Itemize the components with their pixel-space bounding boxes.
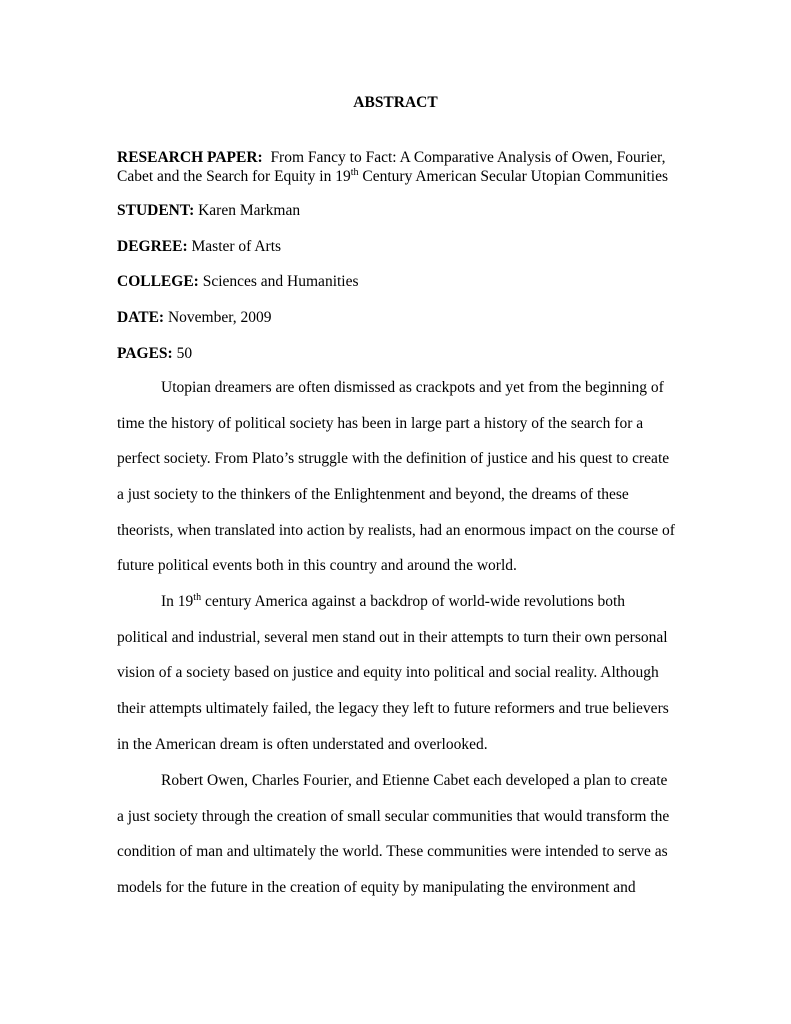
ordinal-suffix: th bbox=[350, 166, 359, 178]
paragraph-line: perfect society. From Plato’s struggle with the definition of justice and his quest to create bbox=[117, 450, 670, 467]
paragraph-line: in the American dream is often understated and overlooked. bbox=[117, 736, 488, 753]
paragraph-line: Utopian dreamers are often dismissed as crackpots and yet from the beginning of bbox=[161, 379, 664, 396]
pages-field bbox=[117, 344, 677, 363]
degree-field bbox=[117, 237, 677, 256]
degree-value: Master of Arts bbox=[191, 238, 282, 255]
paragraph-line: a just society to the thinkers of the Enlightenment and beyond, the dreams of these bbox=[117, 486, 629, 503]
research-paper-label: RESEARCH PAPER: bbox=[117, 149, 263, 166]
college-label: COLLEGE: bbox=[117, 273, 199, 290]
paragraph-line: political and industrial, several men stand out in their attempts to turn their own personal bbox=[117, 629, 668, 646]
student-value: Karen Markman bbox=[198, 202, 301, 219]
paragraph-line: models for the future in the creation of equity by manipulating the environment and bbox=[117, 879, 636, 896]
date-field bbox=[117, 308, 677, 327]
paragraph-line: their attempts ultimately failed, the legacy they left to future reformers and true believers bbox=[117, 700, 669, 717]
paragraph-line: time the history of political society has been in large part a history of the search for a bbox=[117, 415, 644, 432]
research-paper-line-1 bbox=[117, 148, 677, 167]
date-value: November, 2009 bbox=[167, 309, 272, 326]
paragraph-line: vision of a society based on justice and equity into political and social reality. Although bbox=[117, 664, 659, 681]
paragraph-line-part: century America against a backdrop of world-wide revolutions both bbox=[201, 593, 626, 610]
student-field bbox=[117, 201, 677, 220]
research-paper-title-part-3: Century American Secular Utopian Communities bbox=[358, 168, 669, 185]
degree-label: DEGREE: bbox=[117, 238, 188, 255]
page-title: ABSTRACT bbox=[353, 94, 438, 111]
college-value: Sciences and Humanities bbox=[202, 273, 359, 290]
paragraph-line: Robert Owen, Charles Fourier, and Etienne Cabet each developed a plan to create bbox=[161, 772, 668, 789]
date-label: DATE: bbox=[117, 309, 165, 326]
paragraph-line-part: In 19 bbox=[161, 593, 194, 610]
student-label: STUDENT: bbox=[117, 202, 195, 219]
pages-value: 50 bbox=[176, 345, 193, 362]
research-paper-title-part-1: From Fancy to Fact: A Comparative Analysis of Owen, Fourier, bbox=[270, 149, 666, 166]
research-paper-field bbox=[117, 148, 677, 186]
research-paper-line-2 bbox=[117, 167, 677, 186]
college-field bbox=[117, 272, 677, 291]
paragraph-line bbox=[161, 592, 625, 612]
paragraph-line: condition of man and ultimately the world. These communities were intended to serve as bbox=[117, 843, 668, 860]
pages-label: PAGES: bbox=[117, 345, 173, 362]
paragraph-line: theorists, when translated into action by realists, had an enormous impact on the course of bbox=[117, 522, 675, 539]
paragraph-line: a just society through the creation of small secular communities that would transform the bbox=[117, 808, 670, 825]
paragraph-line: future political events both in this country and around the world. bbox=[117, 557, 517, 574]
ordinal-suffix: th bbox=[193, 591, 202, 603]
research-paper-title-part-2: Cabet and the Search for Equity in 19 bbox=[117, 168, 351, 185]
